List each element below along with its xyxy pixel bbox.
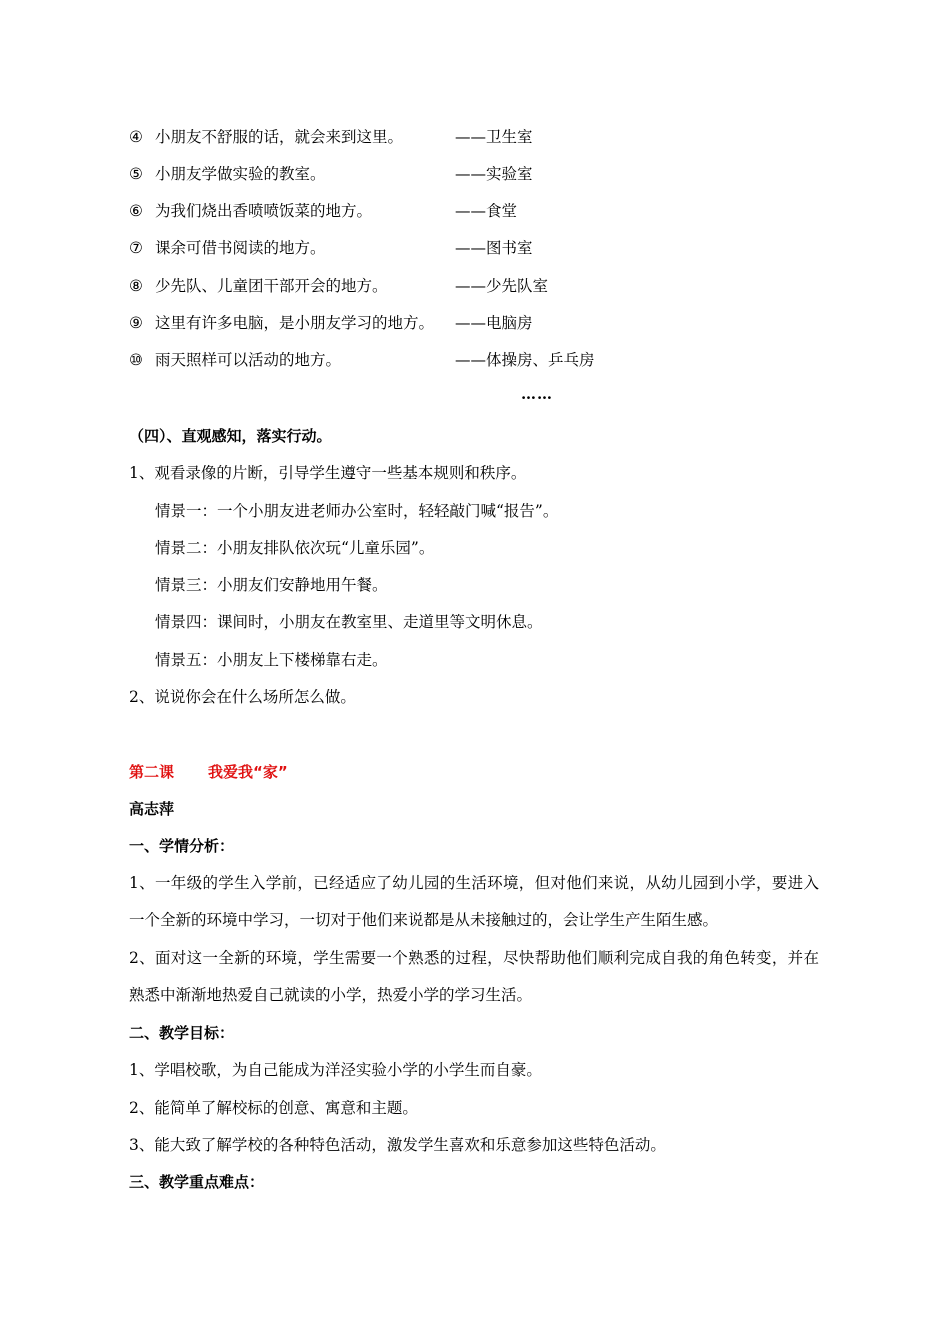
item-number: ⑨ [129,314,143,332]
item-description: 课余可借书阅读的地方。 [155,239,326,257]
scene-item: 情景五：小朋友上下楼梯靠右走。 [155,651,388,669]
list-ellipsis: …… [521,385,553,403]
scene-item: 情景一：一个小朋友进老师办公室时，轻轻敲门喊“报告”。 [155,502,559,520]
list-item [129,350,829,370]
paragraph: 2、说说你会在什么场所怎么做。 [129,688,356,706]
item-number: ⑥ [129,202,143,220]
item-answer: ——少先队室 [455,277,549,295]
section-heading: 三、教学重点难点： [129,1173,265,1191]
item-number: ⑤ [129,165,143,183]
paragraph: 1、一年级的学生入学前，已经适应了幼儿园的生活环境，但对他们来说，从幼儿园到小学，要进入一个全新的环境中学习，一切对于他们来说都是从未接触过的，会让学生产生陌生感。 [129,874,819,929]
item-description: 小朋友不舒服的话，就会来到这里。 [155,128,404,146]
scene-item: 情景三：小朋友们安静地用午餐。 [155,576,388,594]
item-number: ⑧ [129,277,143,295]
item-number: ④ [129,128,143,146]
item-answer: ——卫生室 [455,128,533,146]
item-answer: ——图书室 [455,239,533,257]
paragraph: 1、观看录像的片断，引导学生遵守一些基本规则和秩序。 [129,464,527,482]
section-heading: 二、教学目标： [129,1024,235,1042]
list-item [129,164,829,184]
list-item [129,201,829,221]
item-answer: ——实验室 [455,165,533,183]
scene-item: 情景四：课间时，小朋友在教室里、走道里等文明休息。 [155,613,543,631]
list-item [129,127,829,147]
item-description: 少先队、儿童团干部开会的地方。 [155,277,388,295]
lesson-name: 我爱我“家” [208,763,288,781]
section-heading: 一、学情分析： [129,837,235,855]
item-description: 小朋友学做实验的教室。 [155,165,326,183]
goal-item: 1、学唱校歌，为自己能成为洋泾实验小学的小学生而自豪。 [129,1061,542,1079]
paragraph: 2、面对这一全新的环境，学生需要一个熟悉的过程，尽快帮助他们顺利完成自我的角色转变，并在熟悉中渐渐地热爱自己就读的小学，热爱小学的学习生活。 [129,949,819,1004]
scene-item: 情景二：小朋友排队依次玩“儿童乐园”。 [155,539,435,557]
goal-item: 2、能简单了解校标的创意、寓意和主题。 [129,1099,418,1117]
goal-item: 3、能大致了解学校的各种特色活动，激发学生喜欢和乐意参加这些特色活动。 [129,1136,666,1154]
section-heading: （四）、直观感知，落实行动。 [129,427,332,445]
list-item [129,238,829,258]
list-item [129,276,829,296]
author: 高志萍 [129,800,175,818]
lesson-title [129,762,288,782]
lesson-number: 第二课 [129,763,175,781]
item-description: 这里有许多电脑，是小朋友学习的地方。 [155,314,435,332]
item-number: ⑦ [129,239,143,257]
item-answer: ——体操房、乒乓房 [455,351,595,369]
item-answer: ——电脑房 [455,314,533,332]
item-number: ⑩ [129,351,143,369]
item-description: 为我们烧出香喷喷饭菜的地方。 [155,202,373,220]
list-item [129,313,829,333]
item-answer: ——食堂 [455,202,518,220]
item-description: 雨天照样可以活动的地方。 [155,351,342,369]
